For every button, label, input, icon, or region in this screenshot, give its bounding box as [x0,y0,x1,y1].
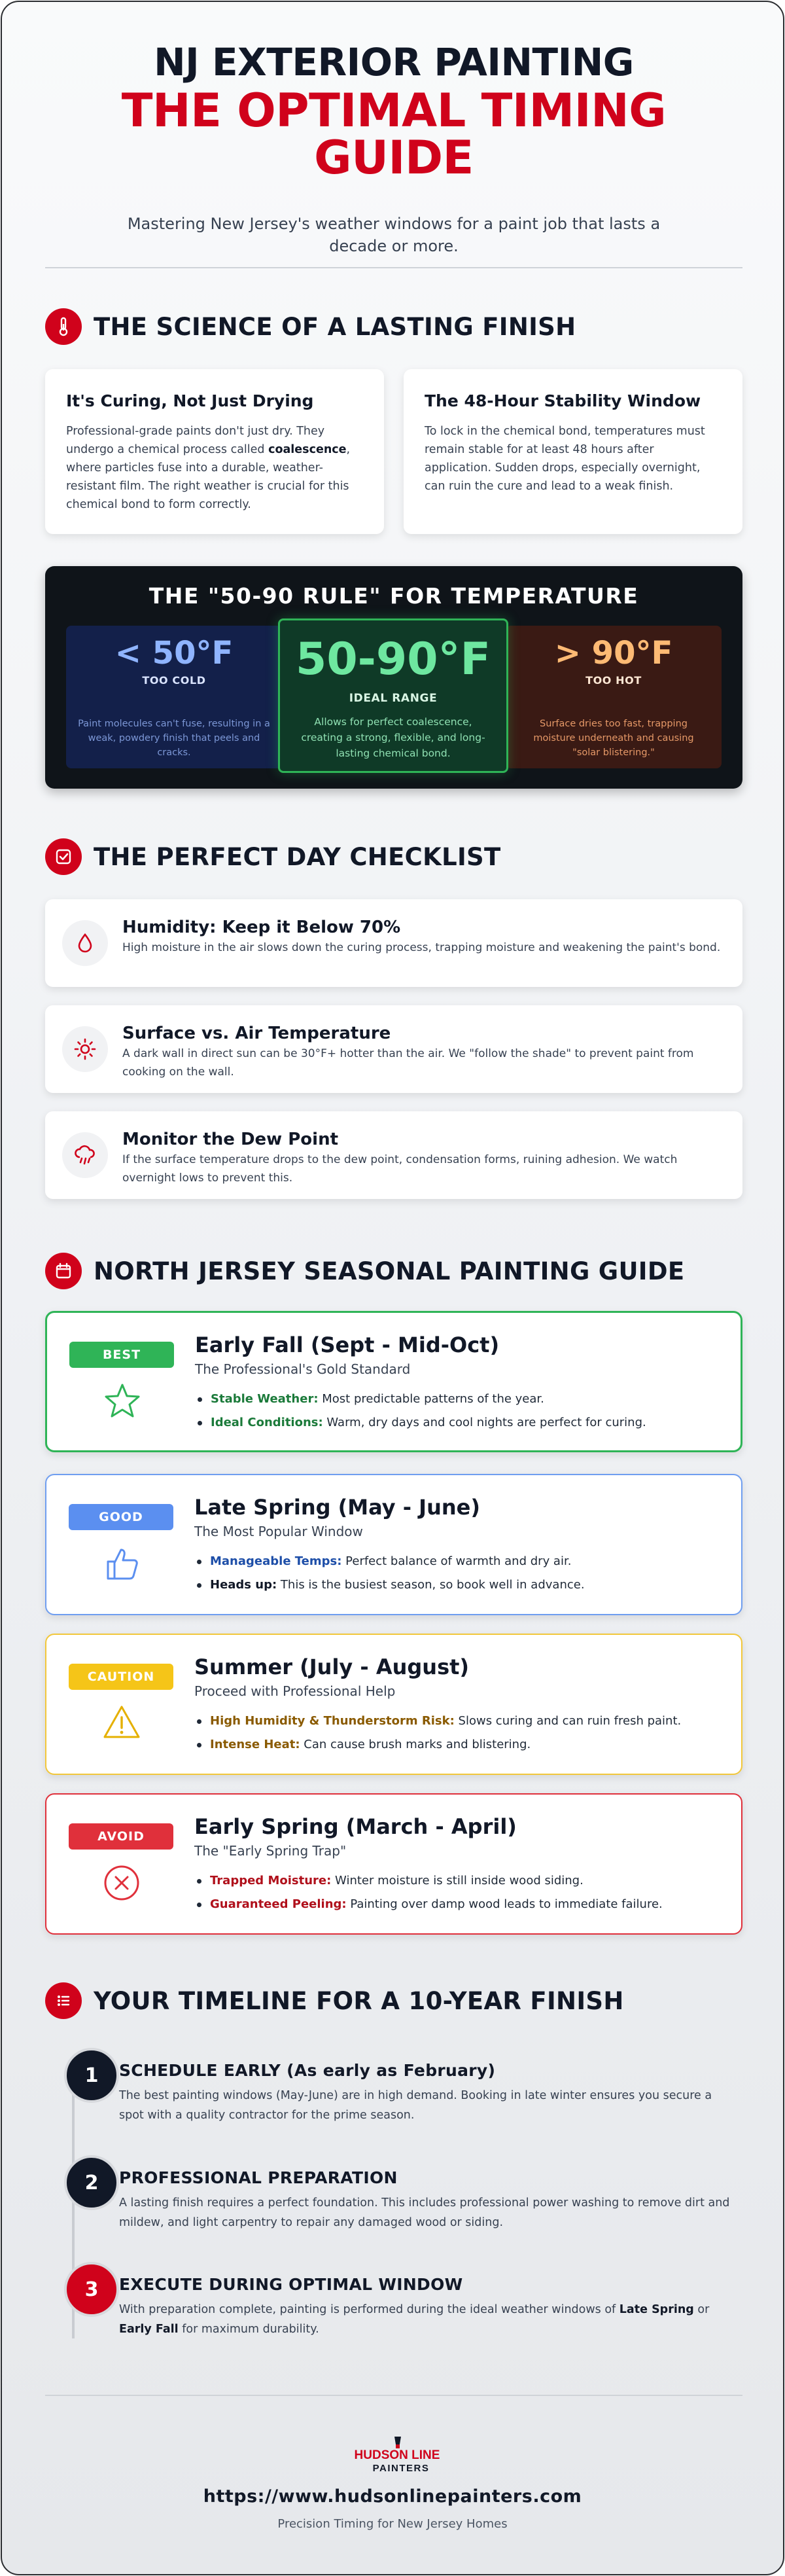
season-bullets [210,1550,585,1597]
too-hot-value: > 90°F [554,635,673,671]
season-title: Late Spring (May - June) [194,1495,480,1520]
too-cold-desc: Paint molecules can't fuse, resulting in a weak, powdery finish that peels and cracks. [78,719,270,758]
curing-card-text: Professional-grade paints don't just dry. They undergo a chemical process called coalescence, where particles fuse into a durable, weather-resistant film. The right weather is crucial for this chemical bond to form correctly. [66,425,351,511]
season-bullet: Guaranteed Peeling: Painting over damp wood leads to immediate failure. [210,1893,663,1916]
cloud-rain-icon [62,1132,108,1178]
droplet-icon [62,920,108,966]
divider [45,2395,742,2396]
ideal-range-desc: Allows for perfect coalescence, creating a strong, flexible, and long-lasting chemical bond. [301,716,485,759]
season-title: Summer (July - August) [194,1655,470,1679]
star-icon [102,1381,143,1422]
checklist-item-surface [45,1005,742,1093]
season-tagline: The Most Popular Window [194,1524,363,1539]
too-hot-desc: Surface dries too fast, trapping moisture underneath and causing "solar blistering." [533,719,694,758]
season-tagline: The "Early Spring Trap" [194,1843,347,1859]
checklist-item-text: High moisture in the air slows down the curing process, trapping moisture and weakening the paint's bond. [122,941,721,954]
checklist-section-heading [45,838,501,875]
ideal-range-value: 50-90°F [296,634,491,685]
too-hot-label: TOO HOT [585,674,642,687]
ideal-range-box [278,618,508,773]
season-bullet: Trapped Moisture: Winter moisture is still inside wood siding. [210,1869,663,1893]
sun-icon [62,1026,108,1072]
infographic-frame [1,1,784,2575]
season-bullet: Heads up: This is the busiest season, so book well in advance. [210,1573,585,1597]
season-card-summer [45,1634,742,1775]
step-number: 1 [64,2048,119,2103]
step-number: 3 [64,2262,119,2317]
calendar-icon [45,1253,82,1289]
checklist-item-title: Surface vs. Air Temperature [122,1024,391,1043]
season-bullets [210,1869,663,1916]
season-bullet: Stable Weather: Most predictable patterns of the year. [211,1387,646,1411]
thermometer-icon [45,308,82,345]
science-heading: THE SCIENCE OF A LASTING FINISH [94,312,576,341]
rating-badge: CAUTION [69,1664,173,1690]
stability-card-text: To lock in the chemical bond, temperatures must remain stable for at least 48 hours after application. Sudden drops, especially overnight, can ruin the cure and lead to a weak finish. [425,425,705,493]
header-subtitle: Mastering New Jersey's weather windows for a paint job that lasts a decade or more. [127,215,661,255]
step-title: EXECUTE DURING OPTIMAL WINDOW [119,2275,463,2294]
svg-text:PAINTERS: PAINTERS [372,2463,430,2474]
warning-icon [101,1703,142,1744]
checklist-item-title: Monitor the Dew Point [122,1130,339,1149]
rating-badge: GOOD [69,1504,173,1530]
too-cold-value: < 50°F [114,635,234,671]
timeline-heading: YOUR TIMELINE FOR A 10-YEAR FINISH [94,1986,624,2015]
seasons-section-heading [45,1253,684,1289]
season-card-late-spring [45,1474,742,1615]
checklist-item-text: If the surface temperature drops to the dew point, condensation forms, ruining adhesion. We watch overnight lows to prevent this. [122,1153,678,1185]
step-title: PROFESSIONAL PREPARATION [119,2168,398,2187]
divider [45,267,742,268]
season-card-early-spring [45,1793,742,1935]
season-bullets [211,1387,646,1435]
footer-tagline: Precision Timing for New Jersey Homes [277,2517,508,2531]
step-title: SCHEDULE EARLY (As early as February) [119,2061,496,2080]
curing-card [45,369,384,534]
seasons-heading: NORTH JERSEY SEASONAL PAINTING GUIDE [94,1257,685,1285]
season-bullet: Intense Heat: Can cause brush marks and blistering. [210,1733,681,1757]
checklist-heading: THE PERFECT DAY CHECKLIST [94,842,501,871]
stability-card [404,369,742,534]
science-section-heading [45,308,576,345]
season-bullet: High Humidity & Thunderstorm Risk: Slows curing and can ruin fresh paint. [210,1709,681,1733]
checklist-item-dew-point [45,1111,742,1199]
step-text: The best painting windows (May-June) are in high demand. Booking in late winter ensures you secure a spot with a quality contractor for the prime season. [119,2089,712,2122]
ideal-range-label: IDEAL RANGE [349,692,438,705]
season-bullet: Ideal Conditions: Warm, dry days and cool nights are perfect for curing. [211,1411,646,1435]
website-link[interactable]: https://www.hudsonlinepainters.com [203,2486,582,2507]
too-cold-box [66,626,282,768]
thumbs-up-icon [101,1543,142,1584]
step-text: With preparation complete, painting is performed during the ideal weather windows of Late Spring or Early Fall for maximum durability. [119,2303,710,2336]
temperature-rule-panel [45,566,742,789]
season-bullet: Manageable Temps: Perfect balance of warmth and dry air. [210,1550,585,1573]
x-circle-icon [101,1863,142,1903]
hudson-line-painters-logo [351,2435,443,2476]
checklist-icon [45,838,82,875]
rating-badge: BEST [69,1342,174,1368]
season-bullets [210,1709,681,1757]
season-card-early-fall [45,1311,742,1452]
header [45,40,742,257]
too-cold-label: TOO COLD [142,674,206,687]
checklist-item-humidity [45,899,742,987]
rating-badge: AVOID [69,1823,173,1850]
season-tagline: Proceed with Professional Help [194,1683,396,1699]
step-number: 2 [64,2155,119,2210]
header-title-accent-line1: THE OPTIMAL TIMING [121,84,667,137]
timeline-section-heading [45,1982,624,2019]
stability-card-title: The 48-Hour Stability Window [425,391,701,410]
season-tagline: The Professional's Gold Standard [195,1361,411,1377]
season-title: Early Fall (Sept - Mid-Oct) [195,1333,500,1357]
temperature-rule-title: THE "50-90 RULE" FOR TEMPERATURE [148,583,639,609]
header-title-accent-line2: GUIDE [314,131,474,185]
checklist-item-title: Humidity: Keep it Below 70% [122,918,401,937]
season-title: Early Spring (March - April) [194,1814,517,1839]
curing-card-title: It's Curing, Not Just Drying [66,391,314,410]
svg-text:HUDSON LINE: HUDSON LINE [354,2448,440,2462]
checklist-item-text: A dark wall in direct sun can be 30°F+ hotter than the air. We "follow the shade" to prevent paint from cooking on the wall. [122,1047,694,1079]
header-title: NJ EXTERIOR PAINTING [154,40,634,84]
too-hot-box [506,626,722,768]
list-icon [45,1982,82,2019]
step-text: A lasting finish requires a perfect foundation. This includes professional power washing to remove dirt and mildew, and light carpentry to repair any damaged wood or siding. [119,2196,730,2229]
